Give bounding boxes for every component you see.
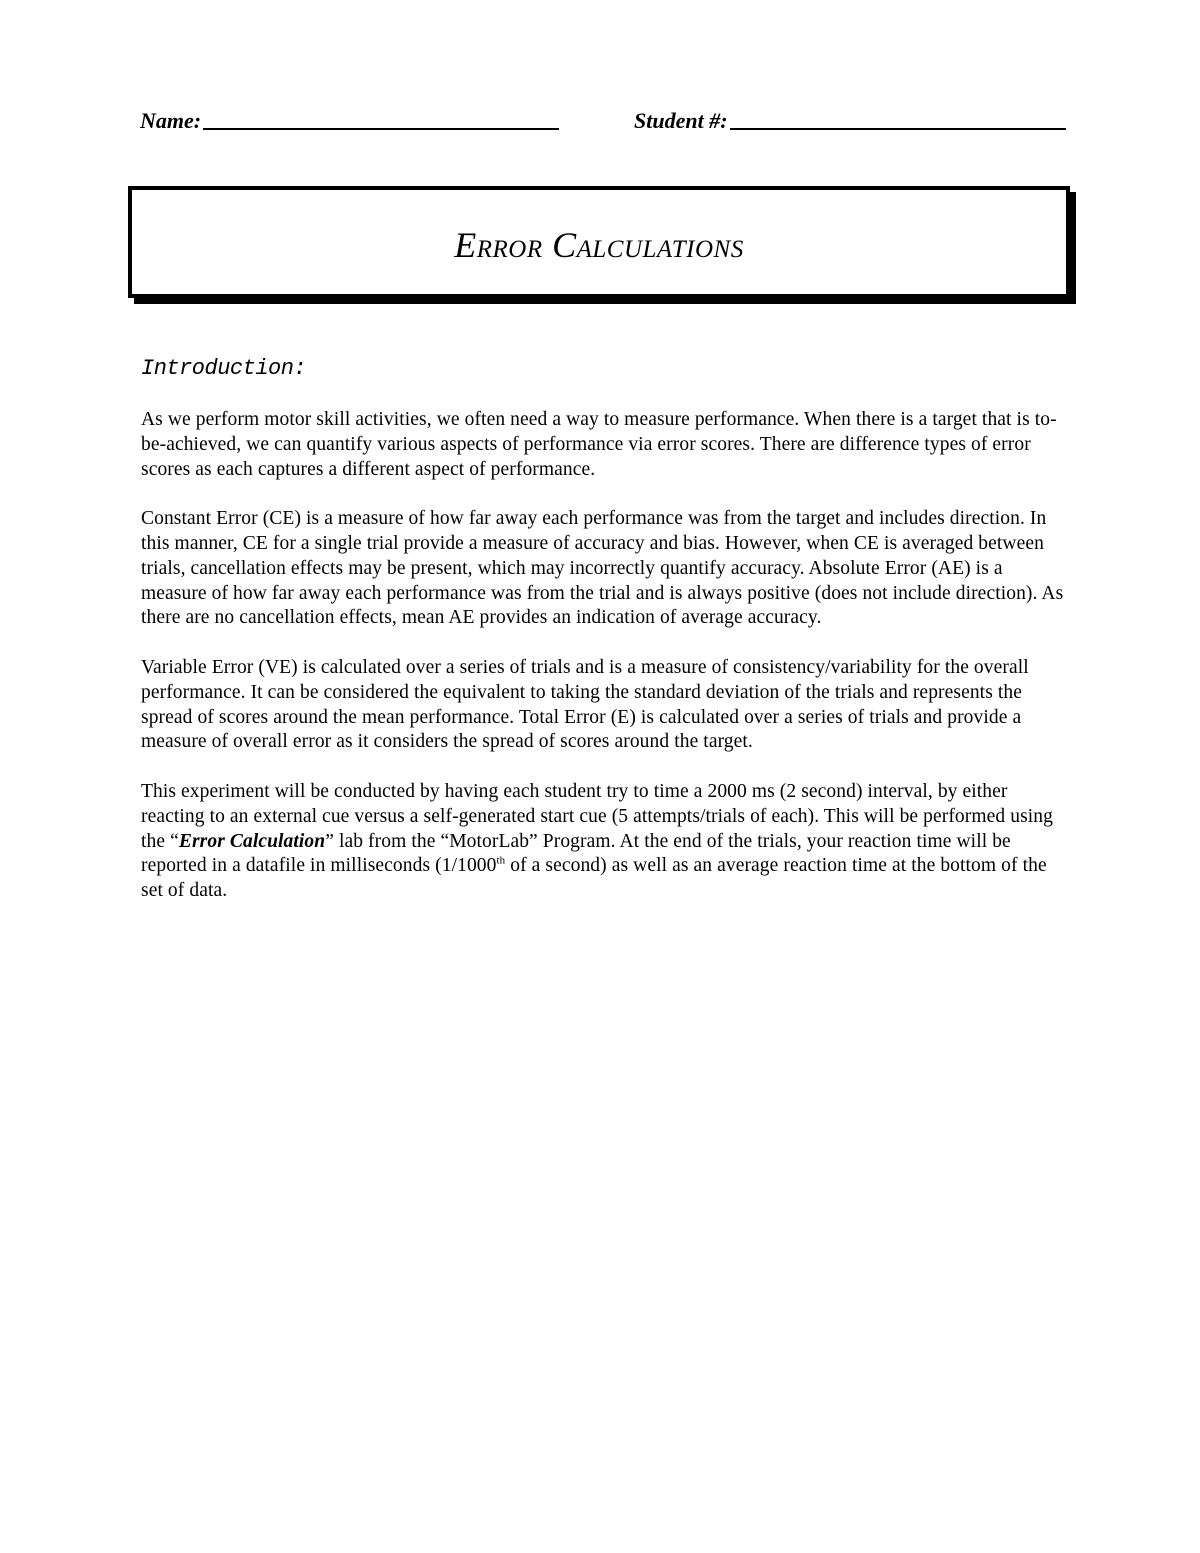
student-number-blank-line[interactable] — [730, 106, 1066, 130]
intro-paragraph-3: Variable Error (VE) is calculated over a series of trials and is a measure of consistency/variability for the overall performance. It can be considered the equivalent to taking the standard deviation of the trials and represents the spread of scores around the mean performance. Total Error (E) is calculated over a series of trials and provide a measure of overall error as it considers the spread of scores around the target. — [141, 656, 1029, 753]
intro-paragraph-2: Constant Error (CE) is a measure of how far away each performance was from the target and includes direction. In this manner, CE for a single trial provide a measure of accuracy and bias. However, when CE is averaged between trials, cancellation effects may be present, which may incorrectly quantify accuracy. Absolute Error (AE) is a measure of how far away each performance was from the trial and is always positive (does not include direction). As there are no cancellation effects, mean AE provides an indication of average accuracy. — [141, 508, 1064, 629]
introduction-heading: Introduction: — [141, 356, 307, 381]
name-label: Name: — [140, 108, 202, 133]
page-title: Error Calculations — [454, 225, 744, 265]
lab-name: Error Calculation — [178, 830, 326, 852]
name-blank-line[interactable] — [203, 106, 559, 130]
name-field — [140, 106, 559, 136]
intro-paragraph-4 — [141, 780, 1071, 904]
para4-text-2: ” lab from the “MotorLab” Program. At the end of the trials, your reaction time will be reported in a datafile in milliseconds (1/1000 — [141, 830, 1011, 877]
document-body — [141, 352, 1071, 929]
ordinal-superscript: th — [496, 854, 506, 867]
intro-paragraph-1: As we perform motor skill activities, we often need a way to measure performance. When there is a target that is to-be-achieved, we can quantify various aspects of performance via error scores. There are difference types of error scores as each captures a different aspect of performance. — [141, 409, 1057, 480]
student-number-label: Student #: — [634, 108, 728, 133]
student-info-header — [140, 106, 1072, 136]
student-number-field — [634, 106, 1066, 136]
para4-text-1: This experiment will be conducted by having each student try to time a 2000 ms (2 second) interval, by either reacting to an external cue versus a self-generated start cue (5 attempts/trials of each). This will be performed using the “ — [141, 780, 1053, 852]
para4-text-3: of a second) as well as an average reaction time at the bottom of the set of data. — [141, 855, 1047, 902]
title-box — [128, 186, 1070, 298]
